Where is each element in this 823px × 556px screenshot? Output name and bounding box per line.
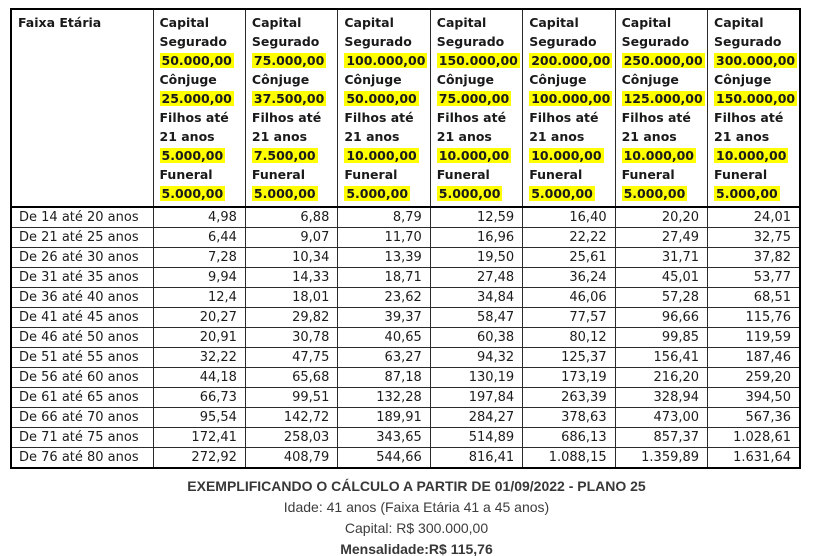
price-cell: 95,54 <box>153 408 245 428</box>
price-cell: 132,28 <box>338 388 430 408</box>
plan-highlighted-value <box>344 51 425 70</box>
highlighted-amount: 50.000,00 <box>346 91 417 106</box>
plan-highlighted-value <box>622 184 703 203</box>
price-cell: 1.088,15 <box>523 448 615 469</box>
plan-label: Funeral <box>159 167 213 182</box>
price-cell: 10,34 <box>245 248 337 268</box>
plan-label: 21 anos <box>344 129 400 144</box>
highlighted-amount: 10.000,00 <box>346 148 417 163</box>
price-cell: 816,41 <box>430 448 522 469</box>
plan-label: Filhos até <box>251 110 322 125</box>
highlighted-amount: 5.000,00 <box>161 148 224 163</box>
price-cell: 30,78 <box>245 328 337 348</box>
price-cell: 65,68 <box>245 368 337 388</box>
age-range-cell: De 71 até 75 anos <box>11 428 153 448</box>
price-table-head <box>11 9 800 207</box>
plan-highlighted-value <box>160 184 241 203</box>
plan-column-header <box>153 9 245 207</box>
plan-highlighted-value <box>714 51 795 70</box>
price-cell: 60,38 <box>430 328 522 348</box>
highlighted-amount: 300.000,00 <box>716 53 796 68</box>
price-cell: 20,27 <box>153 308 245 328</box>
price-cell: 115,76 <box>708 308 800 328</box>
plan-highlighted-value <box>529 184 610 203</box>
price-cell: 25,61 <box>523 248 615 268</box>
plan-label: Segurado <box>344 34 412 49</box>
price-cell: 9,94 <box>153 268 245 288</box>
price-cell: 156,41 <box>615 348 707 368</box>
price-cell: 80,12 <box>523 328 615 348</box>
plan-highlighted-value <box>344 184 425 203</box>
price-cell: 328,94 <box>615 388 707 408</box>
example-age-line: Idade: 41 anos (Faixa Etária 41 a 45 anos) <box>283 499 550 515</box>
table-row <box>11 368 800 388</box>
price-cell: 125,37 <box>523 348 615 368</box>
plan-label: Cônjuge <box>159 72 217 87</box>
plan-highlighted-value <box>529 51 610 70</box>
table-row <box>11 428 800 448</box>
price-cell: 31,71 <box>615 248 707 268</box>
highlighted-amount: 200.000,00 <box>531 53 611 68</box>
price-cell: 408,79 <box>245 448 337 469</box>
table-row <box>11 388 800 408</box>
price-cell: 119,59 <box>708 328 800 348</box>
price-cell: 45,01 <box>615 268 707 288</box>
plan-column-header <box>523 9 615 207</box>
price-cell: 58,47 <box>430 308 522 328</box>
price-cell: 197,84 <box>430 388 522 408</box>
highlighted-amount: 50.000,00 <box>161 53 232 68</box>
highlighted-amount: 5.000,00 <box>716 186 778 201</box>
price-cell: 142,72 <box>245 408 337 428</box>
table-row <box>11 308 800 328</box>
price-cell: 66,73 <box>153 388 245 408</box>
plan-label: Funeral <box>344 167 398 182</box>
plan-column-header <box>615 9 707 207</box>
price-cell: 216,20 <box>615 368 707 388</box>
plan-label: Capital <box>714 15 764 30</box>
plan-highlighted-value <box>344 146 425 165</box>
plan-label: 21 anos <box>529 129 585 144</box>
table-row <box>11 268 800 288</box>
price-cell: 14,33 <box>245 268 337 288</box>
plan-label: Capital <box>436 15 487 30</box>
plan-highlighted-value <box>344 89 425 108</box>
plan-label: Cônjuge <box>251 72 310 87</box>
price-cell: 32,22 <box>153 348 245 368</box>
plan-label: Filhos até <box>714 110 784 125</box>
age-range-cell: De 41 até 45 anos <box>11 308 153 328</box>
price-cell: 18,71 <box>338 268 430 288</box>
highlighted-amount: 10.000,00 <box>531 148 602 163</box>
plan-label: 21 anos <box>714 129 770 144</box>
plan-highlighted-value <box>160 146 241 165</box>
price-cell: 567,36 <box>708 408 800 428</box>
price-cell: 130,19 <box>430 368 522 388</box>
age-range-cell: De 66 até 70 anos <box>11 408 153 428</box>
age-range-cell: De 56 até 60 anos <box>11 368 153 388</box>
table-row <box>11 448 800 469</box>
price-cell: 29,82 <box>245 308 337 328</box>
highlighted-amount: 10.000,00 <box>623 148 694 163</box>
plan-label: Cônjuge <box>344 72 402 87</box>
price-cell: 12,4 <box>153 288 245 308</box>
price-cell: 96,66 <box>615 308 707 328</box>
price-cell: 272,92 <box>153 448 245 469</box>
price-cell: 57,28 <box>615 288 707 308</box>
table-row <box>11 248 800 268</box>
price-cell: 44,18 <box>153 368 245 388</box>
highlighted-amount: 10.000,00 <box>438 148 510 163</box>
price-cell: 343,65 <box>338 428 430 448</box>
table-row <box>11 328 800 348</box>
price-table <box>10 8 801 469</box>
plan-highlighted-value <box>437 184 518 203</box>
highlighted-amount: 37.500,00 <box>253 91 325 106</box>
table-row <box>11 207 800 228</box>
price-cell: 473,00 <box>615 408 707 428</box>
highlighted-amount: 5.000,00 <box>161 186 224 201</box>
plan-label: Filhos até <box>344 110 414 125</box>
price-cell: 9,07 <box>245 228 337 248</box>
highlighted-amount: 125.000,00 <box>623 91 703 106</box>
plan-label: 21 anos <box>159 129 215 144</box>
price-cell: 1.359,89 <box>615 448 707 469</box>
example-capital-line: Capital: R$ 300.000,00 <box>344 520 489 536</box>
plan-column-header <box>430 9 522 207</box>
price-cell: 378,63 <box>523 408 615 428</box>
plan-label: Funeral <box>529 167 583 182</box>
plan-label: 21 anos <box>621 129 677 144</box>
highlighted-amount: 25.000,00 <box>161 91 232 106</box>
age-range-cell: De 26 até 30 anos <box>11 248 153 268</box>
plan-label: Filhos até <box>621 110 691 125</box>
price-cell: 22,22 <box>523 228 615 248</box>
plan-highlighted-value <box>252 89 333 108</box>
plan-highlighted-value <box>252 146 333 165</box>
plan-column-header <box>708 9 800 207</box>
price-cell: 173,19 <box>523 368 615 388</box>
plan-label: Capital <box>159 15 210 30</box>
plan-highlighted-value <box>437 146 518 165</box>
age-range-cell: De 61 até 65 anos <box>11 388 153 408</box>
plan-highlighted-value <box>622 89 703 108</box>
highlighted-amount: 150.000,00 <box>716 91 796 106</box>
plan-label: Cônjuge <box>621 72 679 87</box>
age-range-cell: De 46 até 50 anos <box>11 328 153 348</box>
plan-label: Segurado <box>529 34 597 49</box>
price-cell: 11,70 <box>338 228 430 248</box>
price-cell: 46,06 <box>523 288 615 308</box>
age-range-cell: De 36 até 40 anos <box>11 288 153 308</box>
price-cell: 34,84 <box>430 288 522 308</box>
price-cell: 77,57 <box>523 308 615 328</box>
price-cell: 172,41 <box>153 428 245 448</box>
price-cell: 12,59 <box>430 207 522 228</box>
price-cell: 47,75 <box>245 348 337 368</box>
plan-label: Capital <box>344 15 394 30</box>
plan-highlighted-value <box>160 51 241 70</box>
price-cell: 20,20 <box>615 207 707 228</box>
table-row <box>11 408 800 428</box>
price-cell: 6,88 <box>245 207 337 228</box>
highlighted-amount: 10.000,00 <box>716 148 787 163</box>
highlighted-amount: 5.000,00 <box>346 186 409 201</box>
highlighted-amount: 100.000,00 <box>531 91 611 106</box>
price-cell: 99,51 <box>245 388 337 408</box>
age-range-cell: De 76 até 80 anos <box>11 448 153 469</box>
price-cell: 258,03 <box>245 428 337 448</box>
plan-highlighted-value <box>252 51 333 70</box>
plan-label: Capital <box>621 15 672 30</box>
price-cell: 1.028,61 <box>708 428 800 448</box>
example-monthly-line: Mensalidade:R$ 115,76 <box>340 541 493 556</box>
table-row <box>11 348 800 368</box>
plan-highlighted-value <box>437 89 518 108</box>
plan-column-header <box>245 9 337 207</box>
table-row <box>11 228 800 248</box>
plan-label: Capital <box>251 15 302 30</box>
price-cell: 6,44 <box>153 228 245 248</box>
plan-label: Cônjuge <box>714 72 772 87</box>
plan-label: Cônjuge <box>436 72 495 87</box>
plan-label: Segurado <box>251 34 320 49</box>
plan-label: Funeral <box>251 167 305 182</box>
price-cell: 23,62 <box>338 288 430 308</box>
price-table-body <box>11 207 800 468</box>
highlighted-amount: 7.500,00 <box>253 148 316 163</box>
age-range-cell: De 31 até 35 anos <box>11 268 153 288</box>
plan-label: Segurado <box>436 34 505 49</box>
price-cell: 32,75 <box>708 228 800 248</box>
age-range-cell: De 14 até 20 anos <box>11 207 153 228</box>
price-cell: 87,18 <box>338 368 430 388</box>
plan-label: Funeral <box>436 167 490 182</box>
highlighted-amount: 5.000,00 <box>623 186 686 201</box>
price-cell: 36,24 <box>523 268 615 288</box>
plan-highlighted-value <box>714 89 795 108</box>
price-cell: 259,20 <box>708 368 800 388</box>
price-cell: 39,37 <box>338 308 430 328</box>
price-cell: 19,50 <box>430 248 522 268</box>
example-calculation-block <box>10 476 823 556</box>
price-cell: 68,51 <box>708 288 800 308</box>
price-cell: 18,01 <box>245 288 337 308</box>
price-cell: 53,77 <box>708 268 800 288</box>
plan-label: Segurado <box>714 34 782 49</box>
plan-highlighted-value <box>714 184 795 203</box>
age-column-header: Faixa Etária <box>11 9 153 207</box>
price-cell: 16,40 <box>523 207 615 228</box>
plan-label: Funeral <box>714 167 768 182</box>
plan-highlighted-value <box>252 184 333 203</box>
plan-highlighted-value <box>160 89 241 108</box>
example-title: EXEMPLIFICANDO O CÁLCULO A PARTIR DE 01/09/2022 - PLANO 25 <box>187 478 646 494</box>
highlighted-amount: 250.000,00 <box>623 53 703 68</box>
price-cell: 284,27 <box>430 408 522 428</box>
price-cell: 27,49 <box>615 228 707 248</box>
highlighted-amount: 150.000,00 <box>438 53 518 68</box>
plan-highlighted-value <box>529 89 610 108</box>
plan-highlighted-value <box>529 146 610 165</box>
plan-highlighted-value <box>622 51 703 70</box>
price-cell: 857,37 <box>615 428 707 448</box>
plan-label: 21 anos <box>436 129 492 144</box>
price-cell: 20,91 <box>153 328 245 348</box>
plan-label: Segurado <box>159 34 227 49</box>
price-cell: 27,48 <box>430 268 522 288</box>
price-cell: 16,96 <box>430 228 522 248</box>
price-cell: 514,89 <box>430 428 522 448</box>
plan-highlighted-value <box>622 146 703 165</box>
plan-label: Cônjuge <box>529 72 587 87</box>
plan-label: 21 anos <box>251 129 308 144</box>
plan-label: Capital <box>529 15 579 30</box>
price-cell: 1.631,64 <box>708 448 800 469</box>
price-cell: 4,98 <box>153 207 245 228</box>
highlighted-amount: 100.000,00 <box>346 53 426 68</box>
price-cell: 394,50 <box>708 388 800 408</box>
highlighted-amount: 75.000,00 <box>253 53 325 68</box>
plan-highlighted-value <box>437 51 518 70</box>
plan-label: Filhos até <box>436 110 507 125</box>
price-cell: 189,91 <box>338 408 430 428</box>
highlighted-amount: 5.000,00 <box>438 186 501 201</box>
price-cell: 40,65 <box>338 328 430 348</box>
price-cell: 99,85 <box>615 328 707 348</box>
price-cell: 13,39 <box>338 248 430 268</box>
plan-column-header <box>338 9 430 207</box>
plan-label: Segurado <box>621 34 690 49</box>
highlighted-amount: 5.000,00 <box>531 186 593 201</box>
price-cell: 7,28 <box>153 248 245 268</box>
price-cell: 37,82 <box>708 248 800 268</box>
plan-label: Funeral <box>621 167 675 182</box>
plan-label: Filhos até <box>529 110 599 125</box>
price-cell: 94,32 <box>430 348 522 368</box>
highlighted-amount: 5.000,00 <box>253 186 316 201</box>
age-range-cell: De 51 até 55 anos <box>11 348 153 368</box>
price-cell: 24,01 <box>708 207 800 228</box>
highlighted-amount: 75.000,00 <box>438 91 510 106</box>
plan-label: Filhos até <box>159 110 229 125</box>
price-cell: 8,79 <box>338 207 430 228</box>
table-row <box>11 288 800 308</box>
plan-highlighted-value <box>714 146 795 165</box>
age-range-cell: De 21 até 25 anos <box>11 228 153 248</box>
header-row <box>11 9 800 207</box>
price-cell: 686,13 <box>523 428 615 448</box>
price-cell: 544,66 <box>338 448 430 469</box>
price-cell: 263,39 <box>523 388 615 408</box>
price-cell: 187,46 <box>708 348 800 368</box>
price-cell: 63,27 <box>338 348 430 368</box>
